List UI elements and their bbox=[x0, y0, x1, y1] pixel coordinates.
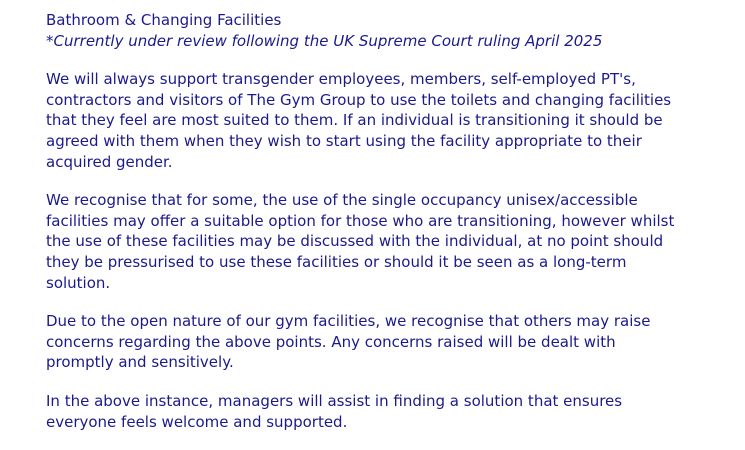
review-notice: *Currently under review following the UK Supreme Court ruling April 2025 bbox=[46, 31, 603, 50]
paragraph-managers: In the above instance, managers will assist in finding a solution that ensures everyone feels welcome and supported. bbox=[46, 391, 623, 431]
paragraph-unisex-facilities: We recognise that for some, the use of the single occupancy unisex/accessible facilities may offer a suitable option for those who are transitioning, however whilst the use of these facilities may be discussed with the individual, at no point should they be pressurised to use these facilities or should it be seen as a long-term solution. bbox=[46, 191, 675, 292]
paragraph-concerns: Due to the open nature of our gym facilities, we recognise that others may raise concerns regarding the above points. Any concerns raised will be dealt with promptly and sensitively. bbox=[46, 312, 651, 372]
paragraph-support: We will always support transgender employees, members, self-employed PT's, contractors and visitors of The Gym Group to use the toilets and changing facilities that they feel are most suited to them. If an individual is transitioning it should be agreed with them when they wish to start using the facility appropriate to their acquired gender. bbox=[46, 70, 672, 171]
section-heading: Bathroom & Changing Facilities bbox=[46, 11, 282, 29]
policy-document bbox=[46, 10, 736, 450]
